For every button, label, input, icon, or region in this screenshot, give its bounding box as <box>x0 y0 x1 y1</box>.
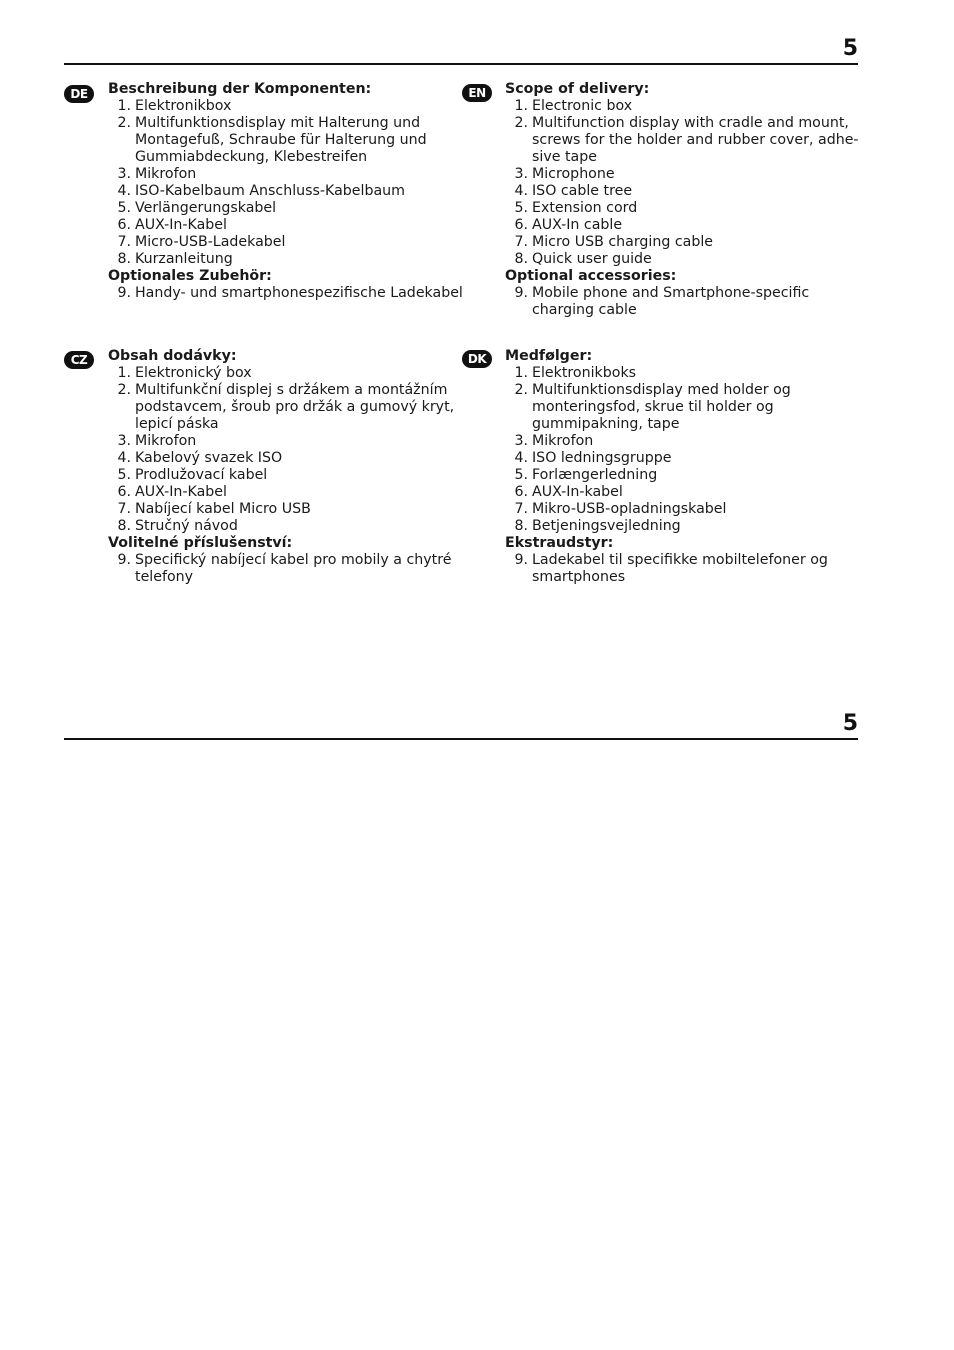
list-item: 9. Specifický nabíjecí kabel pro mobily a chytré telefony <box>117 552 452 585</box>
section-de <box>108 81 468 302</box>
page-number-top: 5 <box>842 36 858 61</box>
list-item: 9. Ladekabel til specifikke mobiltelefoner og smartphones <box>514 552 828 585</box>
header-rule <box>64 63 858 65</box>
component-list <box>505 365 865 535</box>
list-item: 5. Verlängerungskabel <box>117 200 277 216</box>
optional-title: Volitelné příslušenství: <box>108 535 293 551</box>
component-list <box>505 98 865 268</box>
list-item: 4. Kabelový svazek ISO <box>117 450 283 466</box>
section-title: Medfølger: <box>505 348 593 364</box>
section-title: Obsah dodávky: <box>108 348 237 364</box>
section-title: Beschreibung der Komponenten: <box>108 81 372 97</box>
language-badge-en: EN <box>462 84 492 102</box>
footer-rule <box>64 738 858 740</box>
list-item: 1. Electronic box <box>514 98 633 114</box>
list-item: 6. AUX-In cable <box>514 217 623 233</box>
optional-list <box>505 285 865 319</box>
list-item: 4. ISO-Kabelbaum Anschluss-Kabelbaum <box>117 183 405 199</box>
list-item: 8. Kurzanleitung <box>117 251 233 267</box>
language-badge-de: DE <box>64 85 94 103</box>
list-item: 9. Mobile phone and Smartphone-specific charging cable <box>514 285 810 318</box>
section-dk <box>505 348 865 586</box>
list-item: 3. Microphone <box>514 166 615 182</box>
list-item: 6. AUX-In-Kabel <box>117 484 227 500</box>
component-list <box>108 365 468 535</box>
list-item: 7. Micro-USB-Ladekabel <box>117 234 286 250</box>
optional-list <box>108 285 468 302</box>
list-item: 8. Betjeningsvejledning <box>514 518 681 534</box>
list-item: 6. AUX-In-kabel <box>514 484 623 500</box>
list-item: 1. Elektronikbox <box>117 98 232 114</box>
section-cz <box>108 348 468 586</box>
section-title: Scope of delivery: <box>505 81 650 97</box>
optional-title: Ekstraudstyr: <box>505 535 614 551</box>
list-item: 2. Multifunction display with cradle and mount, screws for the holder and rubber cover, adhe- sive tape <box>514 115 859 165</box>
list-item: 4. ISO cable tree <box>514 183 633 199</box>
optional-title: Optional accessories: <box>505 268 677 284</box>
list-item: 2. Multifunktionsdisplay mit Halterung und Montagefuß, Schraube für Halterung und Gummiabdeckung, Klebestreifen <box>117 115 427 165</box>
list-item: 7. Micro USB charging cable <box>514 234 714 250</box>
list-item: 3. Mikrofon <box>117 166 197 182</box>
list-item: 8. Quick user guide <box>514 251 652 267</box>
list-item: 3. Mikrofon <box>514 433 594 449</box>
language-badge-dk: DK <box>462 350 492 368</box>
optional-list <box>108 552 468 586</box>
list-item: 7. Mikro-USB-opladningskabel <box>514 501 727 517</box>
component-list <box>108 98 468 268</box>
list-item: 8. Stručný návod <box>117 518 238 534</box>
list-item: 5. Forlængerledning <box>514 467 658 483</box>
list-item: 7. Nabíjecí kabel Micro USB <box>117 501 311 517</box>
list-item: 3. Mikrofon <box>117 433 197 449</box>
section-en <box>505 81 865 319</box>
list-item: 1. Elektronický box <box>117 365 252 381</box>
list-item: 2. Multifunktionsdisplay med holder og monteringsfod, skrue til holder og gummipakning, tape <box>514 382 791 432</box>
optional-title: Optionales Zubehör: <box>108 268 272 284</box>
list-item: 9. Handy- und smartphonespezifische Ladekabel <box>117 285 463 301</box>
page-number-bottom: 5 <box>842 711 858 736</box>
list-item: 5. Prodlužovací kabel <box>117 467 268 483</box>
optional-list <box>505 552 865 586</box>
list-item: 2. Multifunkční displej s držákem a montážním podstavcem, šroub pro držák a gumový kryt, lepicí páska <box>117 382 455 432</box>
list-item: 4. ISO ledningsgruppe <box>514 450 672 466</box>
language-badge-cz: CZ <box>64 351 94 369</box>
list-item: 1. Elektronikboks <box>514 365 637 381</box>
list-item: 6. AUX-In-Kabel <box>117 217 227 233</box>
list-item: 5. Extension cord <box>514 200 638 216</box>
